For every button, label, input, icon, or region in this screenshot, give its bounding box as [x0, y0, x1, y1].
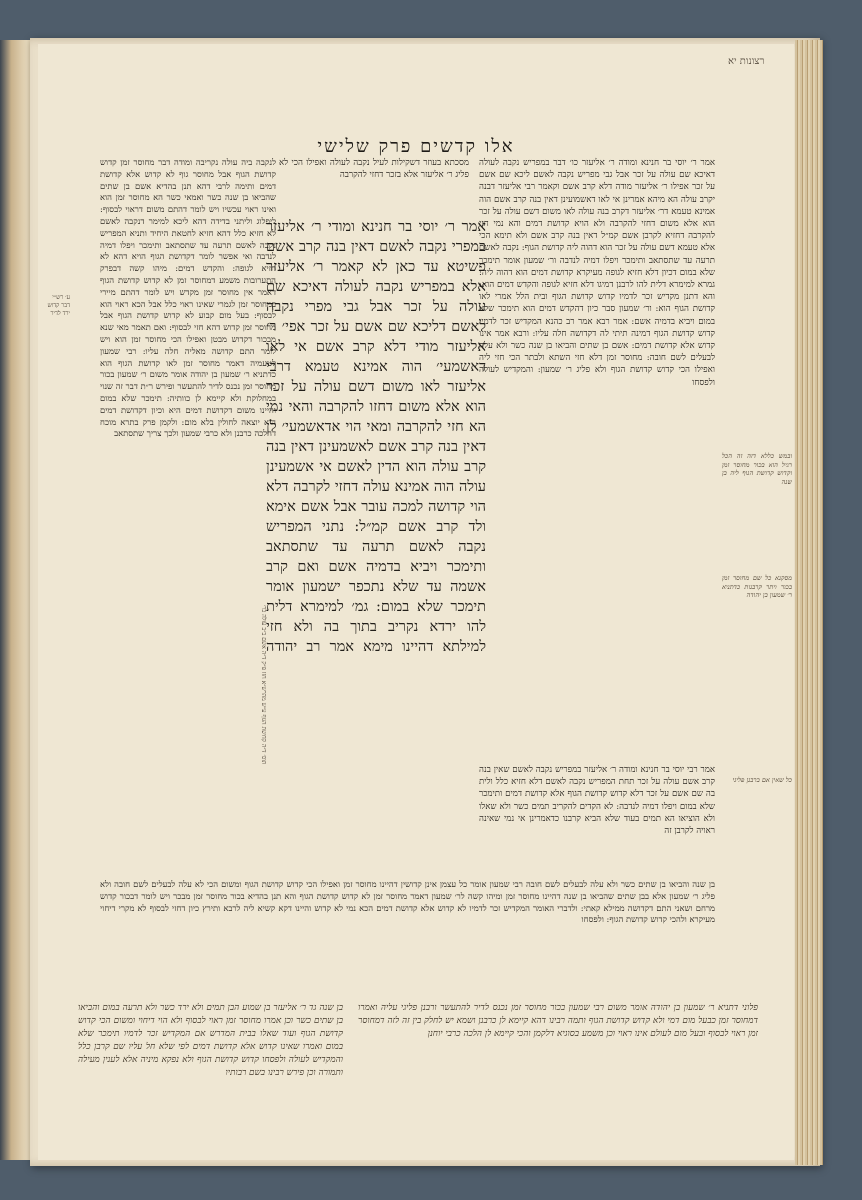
margin-center-note: מהרש״א — [260, 680, 267, 701]
margin-note-right-1: ובמש כללא דזה זה הכל רגיל הוא בכור מחוסר זמן וקדוש קדושת הגוף ליה בן שנה — [722, 452, 792, 486]
margin-note-right-2: מסקנא כל שם מחוסר זמן בכור ויתר קרבנות כדתניא ר׳ שמעון בן יהודה — [722, 574, 792, 599]
margin-left-notes — [40, 294, 70, 414]
margin-center-note: חזו — [260, 671, 267, 679]
main-column-wide — [100, 636, 492, 866]
fore-edge — [795, 40, 823, 1165]
bottom-band-text: בן שנה והביאו בן שתים כשר ולא עלה לבעלים לשם חובה רבי שמעון אומר כל עצמן אינן קדושין דהיינו מחוסר זמן ואפילו הכי קדוש קדושת הגוף ומשום הכי לא עלה לבעלים לשם חובה ולא פליג ר׳ שמעון אלא בבן שתים שהביאו בן שנה דהיינו מחוסר זמן ומיהו קשה לר׳ שמעון דאמר מחוסר זמן לא קדוש קדושת הגוף והא תנן בהדיא בכור מחוסר זמן מבכר ויש לומר דבכור קדוש מרחם ושאני התם דקדושה ממילא קאתי: ולדברי האומר המקדיש זכר לדמיו לא קדוש אלא קדושת דמים הכא נמי לא קדוש והיינו דקא קשיא ליה לרבא ותירץ כיון דחזי לבסוף לא מקרי דיחוי מעיקרא ולהכי קדוש קדושת הגוף: ולפסחו — [100, 879, 715, 925]
margin-center-note: ע״ש — [260, 702, 267, 713]
tosafot-column: לנקבה ביה עולה נקריבה ומודה דבר מחוסר זמן קדוש קדושת הגוף אבל מחוסר גוף לא קדוש אלא קדושת דמים ותימה לרבי דהא תנן בהדיא אשם בן שתים שהביאו בן שנה כשר ואמאי כשר הא מחוסר זמן הוא ואינו ראוי עכשיו ויש לומר דהתם משום דראוי לבסוף: ליפלוג וליתני בדידה דהא ליכא למימר דנקבה לאשם לא חזיא כלל דהא חזיא לחטאת היחיד ותניא המפריש נקבה לאשם תרעה עד שתסתאב ותימכר ויפלו דמיה לנדבה ואי אפשר לומר דקדושת הגוף הויא דהא לא חזיא לגופה: והקדש דמים: מיהו קשה דבפרק התערובות משמע דמחוסר זמן לא קדוש קדושת הגוף דאמר אין מחוסר זמן מקדש ויש לומר דהתם מיירי במחוסר זמן לגמרי שאינו ראוי כלל אבל הכא ראוי הוא לבסוף: בעל מום קבוע לא קדוש קדושת הגוף אבל מחוסר זמן קדוש דהא חזי לבסוף: ואם תאמר מאי שנא מבכור דקדוש מבטן ואפילו הכי מחוסר זמן הוא ויש לומר התם קדושה מאליה חלה עליו: רבי שמעון לטעמיה דאמר מחוסר זמן לאו קדושת הגוף הוא כדתניא ר׳ שמעון בן יהודה אומר משום ר׳ שמעון בכור מחוסר זמן נכנס לדיר להתעשר ופירש ר״ת דבר זה שנוי במחלוקת ולא קיימא לן כוותיה: תימכר שלא במום והיינו משום דקדושת דמים היא וכיון דקדושת דמים היא יוצאה לחולין בלא מום: ולקמן פרק בתרא מוכח דהלכה כרבנן ולא כרבי שמעון ולכך צריך שתסתאב — [100, 157, 276, 439]
margin-center-note: ב״ב — [260, 626, 267, 635]
margin-center-note: הגוף — [260, 714, 267, 725]
margin-note-right-3: כל שאין אם ברבנן פליגי — [732, 776, 792, 784]
lower-right-text: אמר רבי יוסי בר חנינא ומודה ר׳ אליעזר במפריש נקבה לאשם שאין בנה קרב אשם עולה על זכר תחת המפריש נקבה לאשם דלא חזיא כלל ולית בה שם אשם על זכר דלא קדוש קדושת הגוף אלא קדושת דמים ותימכר שלא במום ויפלו דמיה לנדבה: לא הקדים להקריב תמים כשר ולא שאלו ולא הוציאו הא תמים בעוד שלא הביא קרבנו כדאמרינן אי נמי שאינה ראויה לקרבן זה — [479, 765, 715, 837]
margin-center-note: כר׳ — [260, 604, 267, 612]
manuscript-page — [38, 44, 794, 1160]
margin-center-note: קדושת — [260, 726, 267, 742]
margin-left-note: ע׳ רש״י — [52, 294, 70, 301]
margin-center-notes — [251, 464, 267, 764]
main-column: אמר ר׳ יוסי בר חנינא ומודי ר׳ אליעזר במפרי נקבה לאשם דאין בנה קרב אשם פשיטא עד כאן לא קאמר ר׳ אליעזר אלא במפריש נקבה לעולה דאיכא שם עולה על זכר אבל גבי מפרי נקבה לאשם דליכא שם אשם על זכר אפי׳ ר׳ אליעזר מודי דלא קרב אשם אי לאו דאשמעי׳ הוה אמינא טעמא דרבי אליעזר לאו משום דשם עולה על זכר הוא אלא משום דחזו להקרבה והאי נמי הא חזי להקרבה ומאי הוי אדאשמעי׳ לן דאין בנה קרב אשם לאשמעינן דאין בנה קרב עולה הוא הדין לאשם אי אשמעינן עולה הוה אמינא עולה דחזי לקרבה דלא הוי קדושה למכה עובר אבל אשם אימא ולד קרב אשם קמ״ל: נתני המפריש נקבה לאשם תרעה עד שתסתאב ותימכר ויביא בדמיה אשם ואם קרב אשמה עד שלא נתכפר ישמעון אומר תימכר שלא במום: גמ׳ למימרא דלית להו ירדא נקריב בתוך בה ולא חזי למילתא דהיינו מימא אמר רב יהודה — [266, 219, 486, 655]
margin-center-note: עולה — [260, 613, 267, 625]
running-head: אלו קדשים פרק שלישי — [317, 136, 515, 157]
margin-center-note: ד״ה אשם — [260, 636, 267, 659]
margin-center-note: פ״ק — [260, 660, 267, 670]
margin-left-note: ירד לדיר — [50, 310, 70, 317]
margin-left-note: דבר קדוש — [47, 302, 70, 309]
rashi-column: אמר ר׳ יוסי בר חנינא ומודה ר׳ אליעזר כו׳ דבר במפריש נקבה לעולה דאיכא שם עולה על זכר אבל גבי מפריש נקבה לאשם ליכא שם אשם על זכר אפילו ר׳ אליעזר מודה דלא קרב אשם וקאמר רבי אליעזר דבנה יקרב עולה הא מיהא אמרינן אי לאו דאשמועינן דאין בנה קרב אשם הוה אמינא טעמא דר׳ אליעזר דקרב בנה עולה לאו משום דשם עולה על זכר הוא אלא משום דחזי להקרבה ולא הויא קדושת דמים והא נמי חזי להקרבה דחזיא לקרבן אשם קמ״ל דאין בנה קרב אשם ולא תימא הכי אלא טעמא דשם עולה על זכר הוא דהוה ליה קדושת הגוף: נקבה לאשם תרעה עד שתסתאב ותימכר ויפלו דמיה לנדבה ור׳ שמעון אומר תימכר שלא במום דכיון דלא חזיא לגופה מעיקרא קדושת דמים הוא דהוה ליה: גמרא למימרא דלית להו לרבנן דמיגו דלא חזיא לגופה והקדש דמים הוא: והא דתנן מקדיש זכר לדמיו קדוש קדושת הגוף ובית הלל אמרי לאו קדושת הגוף הוא: ור׳ שמעון סבר כיון דהקדש דמים הוא תימכר שלא במום ויביא בדמיה אשם: אמר רבא אמר רב כהנא המקדיש זכר לדמיו קדוש קדושת הגוף דמינה תיתי לה דקדושה חלה עליו: ורבא אמר אינו קדוש אלא קדושת דמים: אשם בן שתים והביאו בן שנה כשר ולא עלה לבעלים לשם חובה: מחוסר זמן דלא חזי השתא ולבתר הכי חזי ליה ואפילו הכי קדוש קדושת הגוף ולא פליג ר׳ שמעון: והמקדיש לעולה ולפסחו — [479, 158, 715, 388]
margin-center-note: תוס׳ ד״ה — [260, 743, 267, 764]
top-corner-mark: רצונות יא — [728, 56, 765, 67]
handwritten-note-left: בן שנה גד ר׳ אליעזר בן שמוע הבן תמים ולא ירד כשר ולא תרעה במום והביאו בן שתים כשר וכן אמרו מחוסר זמן ראוי לבסוף ולא הוי דיחוי ומשום הכי קדוש קדושת הגוף ועוד שאלו בבית המדרש אם המקדיש זכר לדמיו תימכר שלא במום ואמרו שאינו קדוש אלא קדושת דמים לפי שלא חל עליו שם קרבן כלל והמקדיש לעולה ולפסחו קדוש קדושת הגוף ולא נפקא מיניה אלא לענין מעילה ותמורה וכן פירש רבינו בשם רבותיו — [78, 1003, 343, 1078]
upper-right-short-text: מסכתא בעוזר דשקילות לעיל נקבה לעולה ואפילו הכי לא פליג ר׳ אליעזר אלא בזכר דחזי להקרבה — [279, 158, 469, 181]
handwritten-note-right: פלוני דתניא ר׳ שמעון בן יהודה אומר משום רבי שמעון בכור מחוסר זמן נכנס לדיר להתעשר ורבנן פליגי עליה ואמרו דמחוסר זמן כבעל מום דמי ולא קדוש קדושת הגוף ותמה רבינו דהא קיימא לן כרבנן ושמא יש לחלק בין זה לזה דמחוסר זמן ראוי לבסוף ובעל מום לעולם אינו ראוי וכן משמע בסוגיא דלקמן והכי קיימא לן הלכה כרבי יוחנן — [358, 1003, 758, 1039]
